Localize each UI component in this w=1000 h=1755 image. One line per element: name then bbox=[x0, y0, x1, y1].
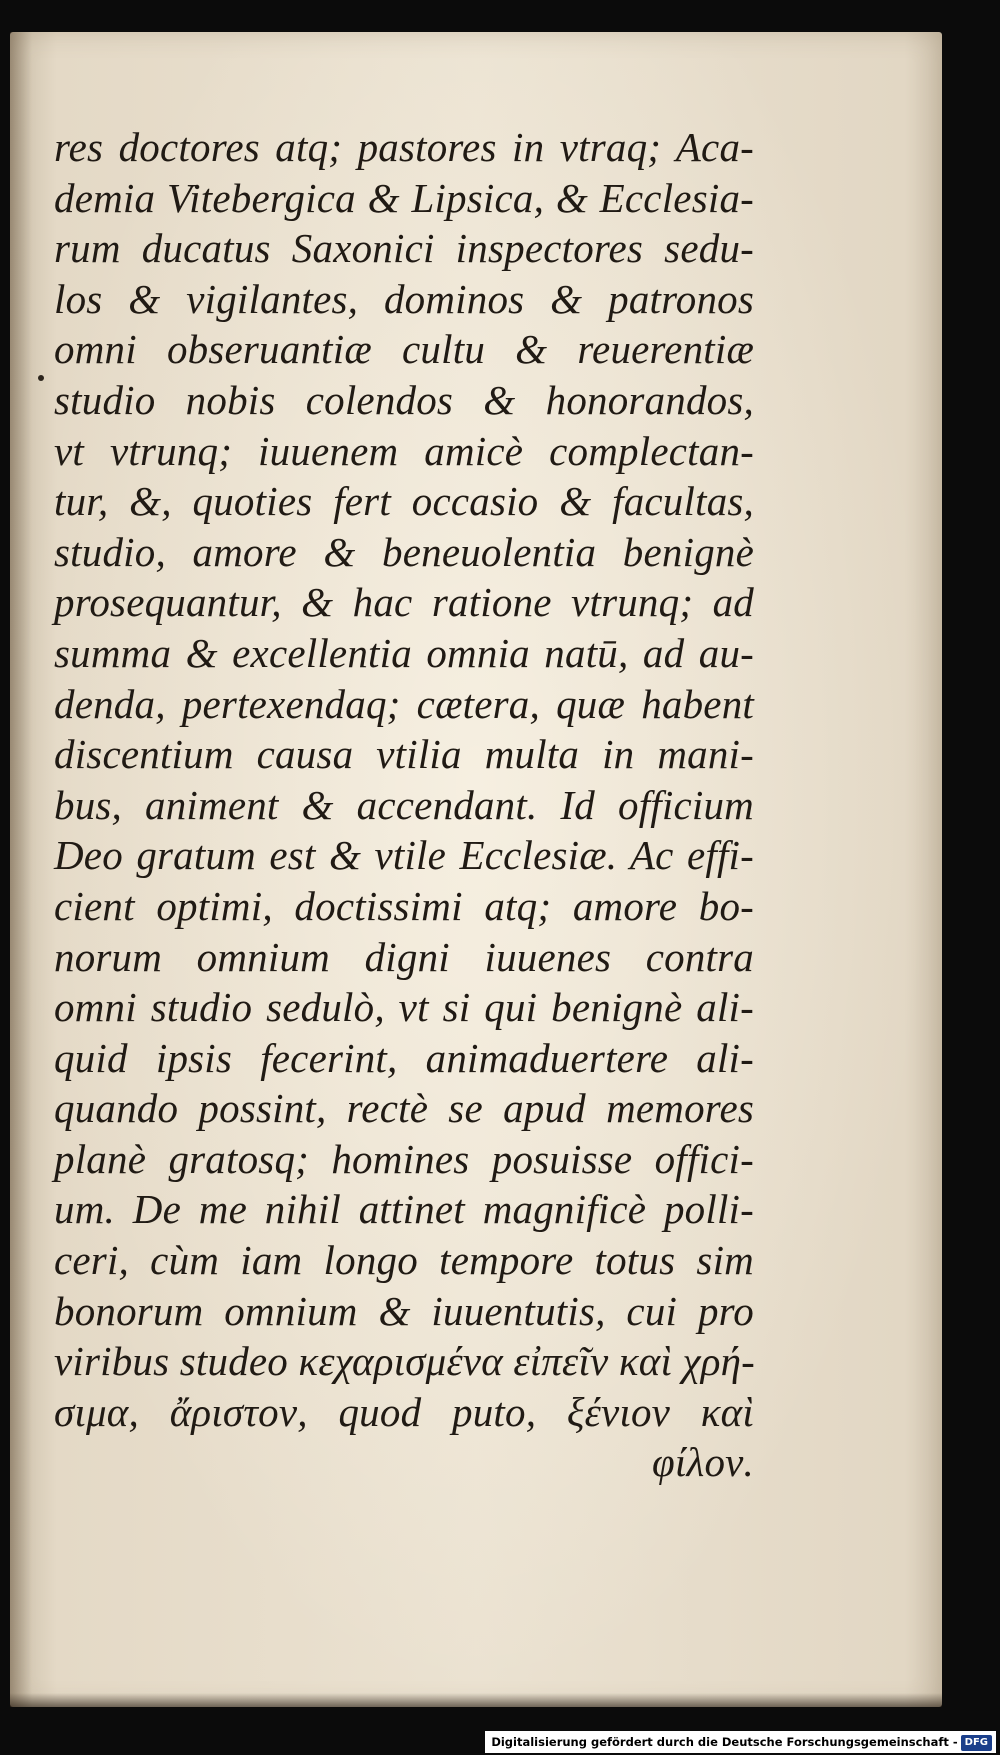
text-line-6: studio nobis colendos & honorandos, bbox=[54, 376, 754, 423]
text-line-8: tur, &, quoties fert occasio & facultas, bbox=[54, 478, 754, 525]
text-line-13: discentium causa vtilia multa in mani- bbox=[54, 731, 754, 778]
page-bottom-edge bbox=[10, 1693, 942, 1707]
text-line-17: norum omnium digni iuuenes contra bbox=[54, 933, 754, 980]
text-line-9: studio, amore & beneuolentia benignè bbox=[54, 528, 754, 575]
page-text bbox=[54, 122, 754, 1488]
text-line-2: demia Vitebergica & Lipsica, & Ecclesia- bbox=[54, 174, 754, 221]
text-line-11: summa & excellentia omnia natū, ad au- bbox=[54, 629, 754, 676]
text-line-25: viribus studeo κεχαρισμένα εἰπεῖν καὶ χρή- bbox=[54, 1338, 755, 1385]
text-line-5: omni obseruantiæ cultu & reuerentiæ bbox=[54, 326, 754, 373]
text-line-12: denda, pertexendaq; cætera, quæ habent bbox=[54, 680, 754, 727]
text-line-20: quando possint, rectè se apud memores bbox=[54, 1085, 754, 1132]
text-line-14: bus, animent & accendant. Id officium bbox=[54, 781, 754, 828]
text-line-4: los & vigilantes, dominos & patronos bbox=[54, 275, 754, 322]
text-line-22: um. De me nihil attinet magnificè polli- bbox=[54, 1186, 754, 1233]
text-line-1: res doctores atq; pastores in vtraq; Aca- bbox=[54, 124, 754, 170]
text-line-3: rum ducatus Saxonici inspectores sedu- bbox=[54, 225, 754, 272]
dfg-logo: DFG bbox=[961, 1735, 992, 1751]
text-line-18: omni studio sedulò, vt si qui benignè ali- bbox=[54, 984, 754, 1031]
text-line-21: planè gratosq; homines posuisse offici- bbox=[54, 1135, 754, 1182]
book-page bbox=[10, 32, 942, 1707]
text-line-15: Deo gratum est & vtile Ecclesiæ. Ac effi- bbox=[54, 832, 754, 879]
text-line-16: cient optimi, doctissimi atq; amore bo- bbox=[54, 882, 754, 929]
text-line-10: prosequantur, & hac ratione vtrunq; ad bbox=[54, 579, 754, 626]
text-line-27: φίλον. bbox=[652, 1439, 754, 1486]
text-line-26: σιμα, ἄριστον, quod puto, ξένιον καὶ bbox=[54, 1388, 754, 1435]
text-line-24: bonorum omnium & iuuentutis, cui pro bbox=[54, 1287, 754, 1334]
digitization-credit bbox=[485, 1731, 996, 1753]
margin-mark bbox=[38, 375, 44, 381]
text-line-19: quid ipsis fecerint, animaduertere ali- bbox=[54, 1034, 754, 1081]
page-gutter-shadow bbox=[10, 32, 32, 1707]
text-line-7: vt vtrunq; iuuenem amicè complectan- bbox=[54, 427, 754, 474]
credit-text: Digitalisierung gefördert durch die Deutsche Forschungsgemeinschaft - bbox=[491, 1735, 958, 1749]
text-line-23: ceri, cùm iam longo tempore totus sim bbox=[54, 1237, 754, 1284]
